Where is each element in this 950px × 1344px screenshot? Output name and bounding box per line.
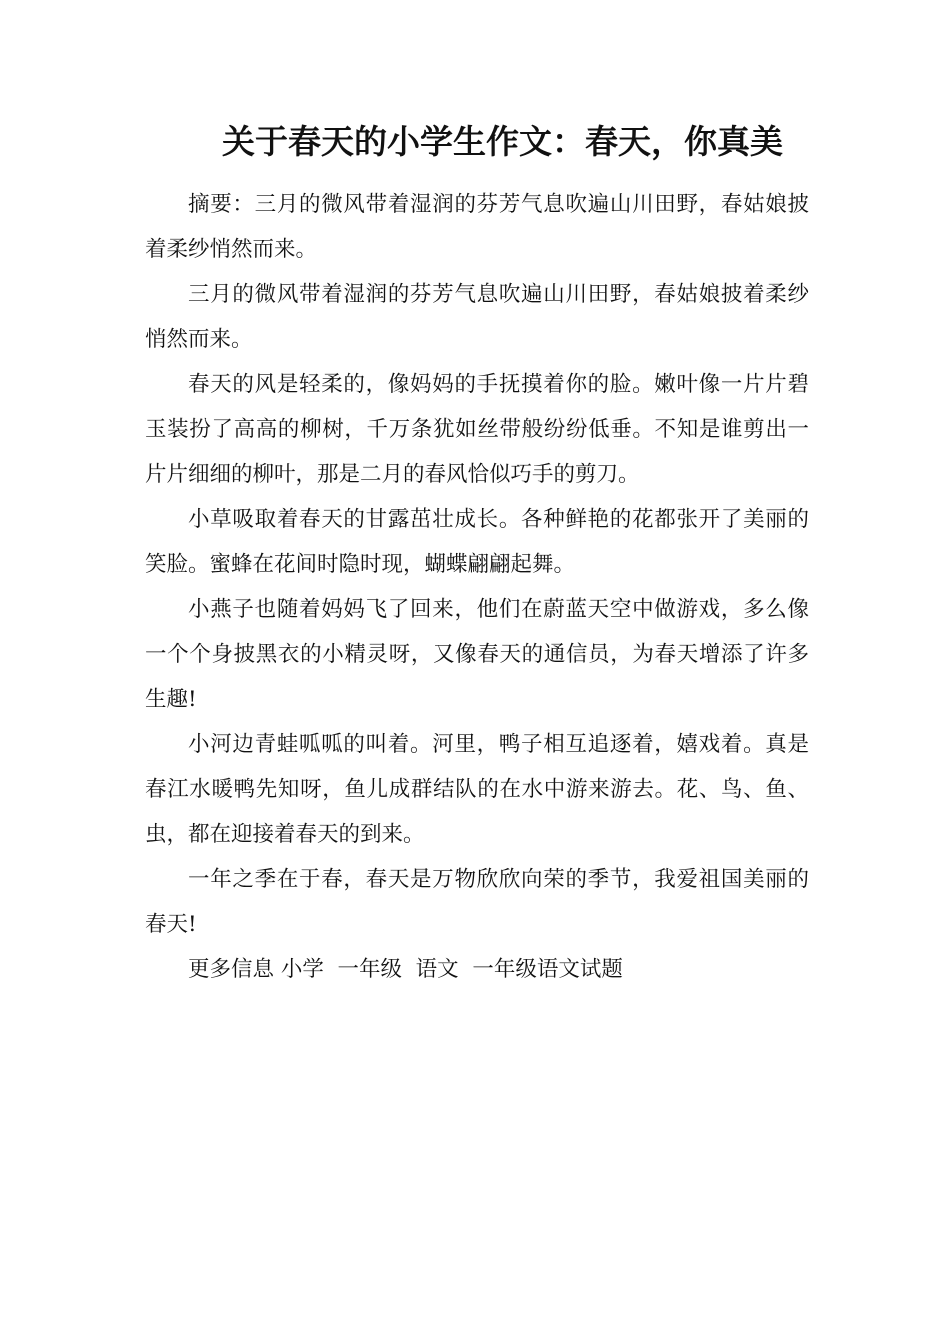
paragraph: 小燕子也随着妈妈飞了回来，他们在蔚蓝天空中做游戏，多么像一个个身披黑衣的小精灵呀，又像春天的通信员，为春天增添了许多生趣! — [145, 597, 809, 712]
paragraph: 一年之季在于春，春天是万物欣欣向荣的季节，我爱祖国美丽的春天! — [145, 867, 809, 937]
paragraph: 小河边青蛙呱呱的叫着。河里，鸭子相互追逐着，嬉戏着。真是春江水暖鸭先知呀，鱼儿成群结队的在水中游来游去。花、鸟、鱼、虫，都在迎接着春天的到来。 — [145, 732, 809, 847]
paragraph: 小草吸取着春天的甘露茁壮成长。各种鲜艳的花都张开了美丽的笑脸。蜜蜂在花间时隐时现，蝴蝶翩翩起舞。 — [145, 507, 809, 577]
paragraph: 三月的微风带着湿润的芬芳气息吹遍山川田野，春姑娘披着柔纱悄然而来。 — [145, 282, 809, 352]
document-body — [145, 182, 809, 992]
more-info-line: 更多信息 小学 一年级 语文 一年级语文试题 — [188, 957, 623, 982]
document-title: 关于春天的小学生作文：春天，你真美 — [222, 122, 783, 161]
paragraph: 春天的风是轻柔的，像妈妈的手抚摸着你的脸。嫩叶像一片片碧玉装扮了高高的柳树，千万条犹如丝带般纷纷低垂。不知是谁剪出一片片细细的柳叶，那是二月的春风恰似巧手的剪刀。 — [145, 372, 809, 487]
abstract-paragraph: 摘要：三月的微风带着湿润的芬芳气息吹遍山川田野，春姑娘披着柔纱悄然而来。 — [145, 192, 809, 262]
